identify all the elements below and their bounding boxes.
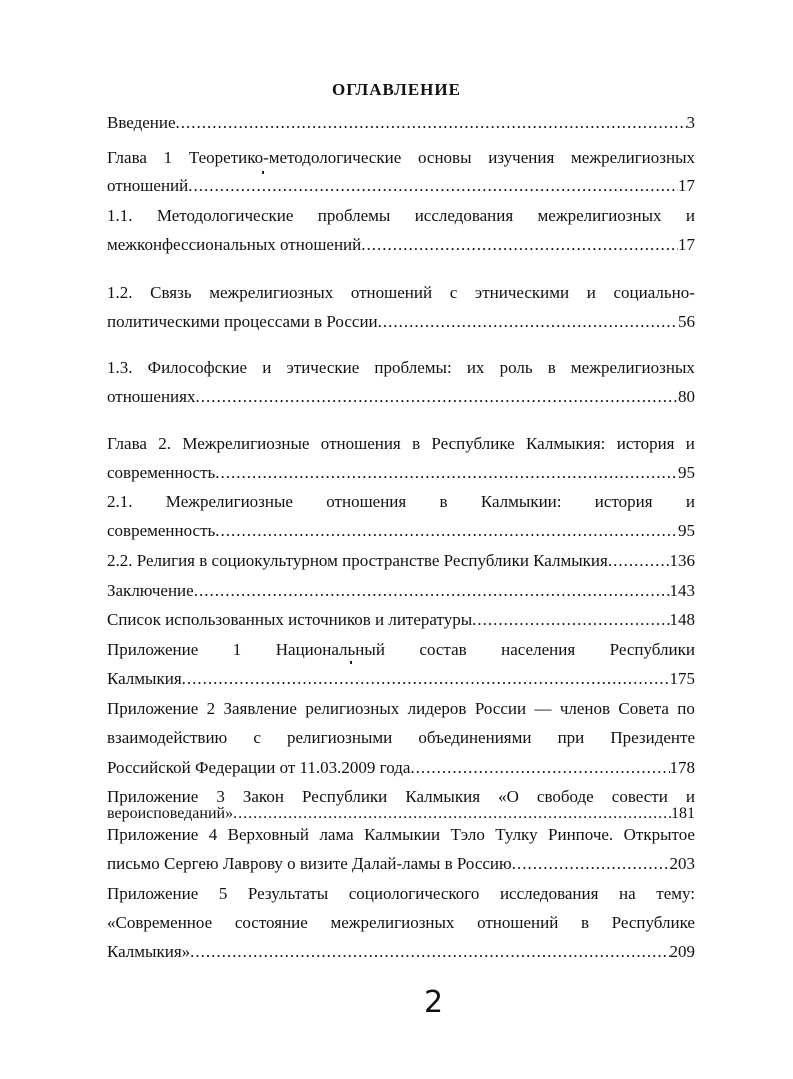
word: — <box>534 699 552 718</box>
word: межрелигиозных <box>571 148 695 167</box>
word: состав <box>419 640 467 659</box>
word: 2. <box>158 434 171 453</box>
word: социологического <box>348 884 480 903</box>
leader-dots <box>188 174 678 198</box>
word: на <box>619 884 636 903</box>
word: России <box>474 699 527 718</box>
word: при <box>557 728 585 747</box>
leader-dots <box>361 233 678 257</box>
word: 3 <box>216 787 225 806</box>
word: Межрелигиозные <box>182 434 310 453</box>
toc-entry-s11-line2 <box>107 233 695 257</box>
word: лама <box>319 825 354 844</box>
word: Заявление <box>223 699 297 718</box>
word: Президенте <box>610 728 695 747</box>
toc-entry-s12-line2 <box>107 310 695 334</box>
toc-page-number: 209 <box>669 942 695 961</box>
toc-entry-app2-line1 <box>107 697 695 721</box>
toc-entry-s13-line1 <box>107 356 695 380</box>
toc-entry-conclusion <box>107 579 695 603</box>
leader-dots <box>194 579 670 603</box>
toc-entry-app4-line1 <box>107 823 695 847</box>
word: исследования <box>414 206 514 225</box>
word: в <box>439 492 448 511</box>
toc-entry-text: вероисповеданий» <box>107 805 234 822</box>
word: «О <box>498 787 519 806</box>
word: Тэло <box>450 825 485 844</box>
toc-page-number: 203 <box>669 854 695 873</box>
word: Совета <box>618 699 669 718</box>
toc-entry-text: межконфессиональных отношений <box>107 235 362 254</box>
word: с <box>449 283 458 302</box>
toc-entry-text: Список использованных источников и литературы <box>107 610 473 629</box>
word: Методологические <box>156 206 294 225</box>
word: 1.2. <box>107 283 133 302</box>
toc-entry-app5-line2 <box>107 911 695 935</box>
word: состояние <box>234 913 308 932</box>
toc-entry-text: отношений <box>107 176 189 195</box>
word: основы <box>417 148 472 167</box>
toc-entry-app5-line3 <box>107 940 695 964</box>
toc-page-number: 136 <box>669 551 695 570</box>
scan-speck <box>350 661 352 664</box>
toc-entry-s13-line2 <box>107 385 695 409</box>
toc-page-number: 95 <box>678 521 695 540</box>
toc-entry-text: современность <box>107 463 216 482</box>
word: изучения <box>488 148 555 167</box>
leader-dots <box>472 608 669 632</box>
toc-entry-app5-line1 <box>107 882 695 906</box>
toc-entry-app4-line2 <box>107 852 695 876</box>
word: отношений <box>477 913 559 932</box>
word: членов <box>559 699 611 718</box>
toc-page-number: 95 <box>678 463 695 482</box>
toc-page-number: 56 <box>678 312 695 331</box>
leader-dots <box>215 461 678 485</box>
word: Межрелигиозные <box>165 492 293 511</box>
word: Верховный <box>227 825 310 844</box>
word: Республики <box>302 787 388 806</box>
leader-dots <box>195 385 678 409</box>
word: Глава <box>107 148 147 167</box>
word: Национальный <box>275 640 385 659</box>
toc-entry-app1-line2 <box>107 667 695 691</box>
word: с <box>253 728 261 747</box>
toc-entry-s21-line1 <box>107 490 695 514</box>
word: роль <box>499 358 533 377</box>
word: Приложение <box>107 825 199 844</box>
word: Калмыкия <box>405 787 481 806</box>
word: социально- <box>613 283 695 302</box>
word: Глава <box>107 434 147 453</box>
word: 4 <box>208 825 218 844</box>
scan-speck <box>262 171 264 174</box>
toc-entry-text: письмо Сергею Лаврову о визите Далай-ламы в Россию <box>107 854 512 873</box>
leader-dots <box>512 852 670 876</box>
toc-entry-intro <box>107 111 695 135</box>
toc-entry-text: Российской Федерации от 11.03.2009 года <box>107 758 411 777</box>
word: Республике <box>611 913 695 932</box>
word: 1 <box>232 640 242 659</box>
word: совести <box>611 787 668 806</box>
word: история <box>594 492 653 511</box>
word: межрелигиозных <box>570 358 695 377</box>
toc-entry-s21-line2 <box>107 519 695 543</box>
word: объединениями <box>418 728 532 747</box>
toc-entry-text: отношениях <box>107 387 196 406</box>
leader-dots <box>608 549 670 573</box>
toc-entry-text: Калмыкия <box>107 669 182 688</box>
toc-page-number: 175 <box>669 669 695 688</box>
word: проблемы: <box>374 358 452 377</box>
word: по <box>677 699 695 718</box>
word: Приложение <box>107 884 199 903</box>
word: Связь <box>150 283 192 302</box>
toc-page-number: 80 <box>678 387 695 406</box>
word: и <box>262 358 272 377</box>
word: Республики <box>609 640 695 659</box>
word: 1 <box>163 148 173 167</box>
word: Теоретико-методологические <box>188 148 402 167</box>
toc-entry-app2-line3 <box>107 756 695 780</box>
word: их <box>466 358 485 377</box>
word: 2.1. <box>107 492 133 511</box>
word: и <box>685 492 695 511</box>
word: религиозных <box>305 699 400 718</box>
word: Философские <box>147 358 248 377</box>
word: отношения <box>326 492 407 511</box>
word: 1.1. <box>107 206 133 225</box>
word: 5 <box>218 884 228 903</box>
word: Калмыкии <box>364 825 441 844</box>
toc-entry-ch1-line2 <box>107 174 695 198</box>
word: взаимодействию <box>107 728 228 747</box>
word: отношений <box>350 283 433 302</box>
toc-page-number: 148 <box>669 610 695 629</box>
page-title: ОГЛАВЛЕНИЕ <box>332 80 461 99</box>
word: Результаты <box>247 884 329 903</box>
toc-page-number: 178 <box>669 758 695 777</box>
leader-dots <box>176 111 687 135</box>
toc-entry-ch2-line1 <box>107 432 695 456</box>
word: населения <box>501 640 576 659</box>
word: религиозными <box>286 728 393 747</box>
word: «Современное <box>107 913 213 932</box>
toc-entry-text: 2.2. Религия в социокультурном пространстве Республики Калмыкия <box>107 551 608 570</box>
word: этническими <box>474 283 570 302</box>
toc-entry-text: Введение <box>107 113 176 132</box>
word: межрелигиозных <box>209 283 334 302</box>
toc-page-number: 17 <box>678 176 695 195</box>
word: Приложение <box>107 699 199 718</box>
word: история <box>616 434 675 453</box>
word: в <box>547 358 556 377</box>
word: и <box>685 434 695 453</box>
word: свободе <box>536 787 594 806</box>
leader-dots <box>182 667 670 691</box>
word: проблемы <box>317 206 391 225</box>
toc-page-number: 181 <box>671 805 695 822</box>
toc-page-number: 3 <box>686 113 695 132</box>
toc-entry-text: политическими процессами в России <box>107 312 378 331</box>
toc-entry-s22 <box>107 549 695 573</box>
word: Калмыкия: <box>526 434 606 453</box>
toc-entry-s11-line1 <box>107 204 695 228</box>
word: межрелигиозных <box>537 206 662 225</box>
leader-dots <box>410 756 669 780</box>
toc-entry-app1-line1 <box>107 638 695 662</box>
word: в <box>412 434 421 453</box>
word: 1.3. <box>107 358 133 377</box>
word: и <box>685 787 695 806</box>
word: исследования <box>499 884 599 903</box>
word: межрелигиозных <box>330 913 455 932</box>
toc-entry-ch1-line1 <box>107 146 695 170</box>
word: тему: <box>656 884 695 903</box>
page-number: 2 <box>424 985 444 1020</box>
toc-entry-sources <box>107 608 695 632</box>
word: и <box>586 283 596 302</box>
toc-entry-text: Заключение <box>107 581 194 600</box>
word: лидеров <box>407 699 467 718</box>
toc-page-number: 17 <box>678 235 695 254</box>
word: Республике <box>431 434 515 453</box>
leader-dots <box>215 519 678 543</box>
toc-page-number: 143 <box>669 581 695 600</box>
word: Тулку <box>495 825 538 844</box>
word: Приложение <box>107 787 199 806</box>
word: этические <box>286 358 360 377</box>
word: Приложение <box>107 640 199 659</box>
word: Закон <box>242 787 284 806</box>
toc-entry-ch2-line2 <box>107 461 695 485</box>
word: Ринпоче. <box>548 825 614 844</box>
word: и <box>685 206 695 225</box>
word: 2 <box>206 699 216 718</box>
leader-dots <box>378 310 678 334</box>
word: отношения <box>320 434 401 453</box>
toc-entry-text: Калмыкия» <box>107 942 191 961</box>
word: Открытое <box>623 825 695 844</box>
toc-entry-s12-line1 <box>107 281 695 305</box>
leader-dots <box>190 940 669 964</box>
word: в <box>580 913 590 932</box>
word: Калмыкии: <box>480 492 562 511</box>
toc-entry-text: современность <box>107 521 216 540</box>
toc-entry-app2-line2 <box>107 726 695 750</box>
